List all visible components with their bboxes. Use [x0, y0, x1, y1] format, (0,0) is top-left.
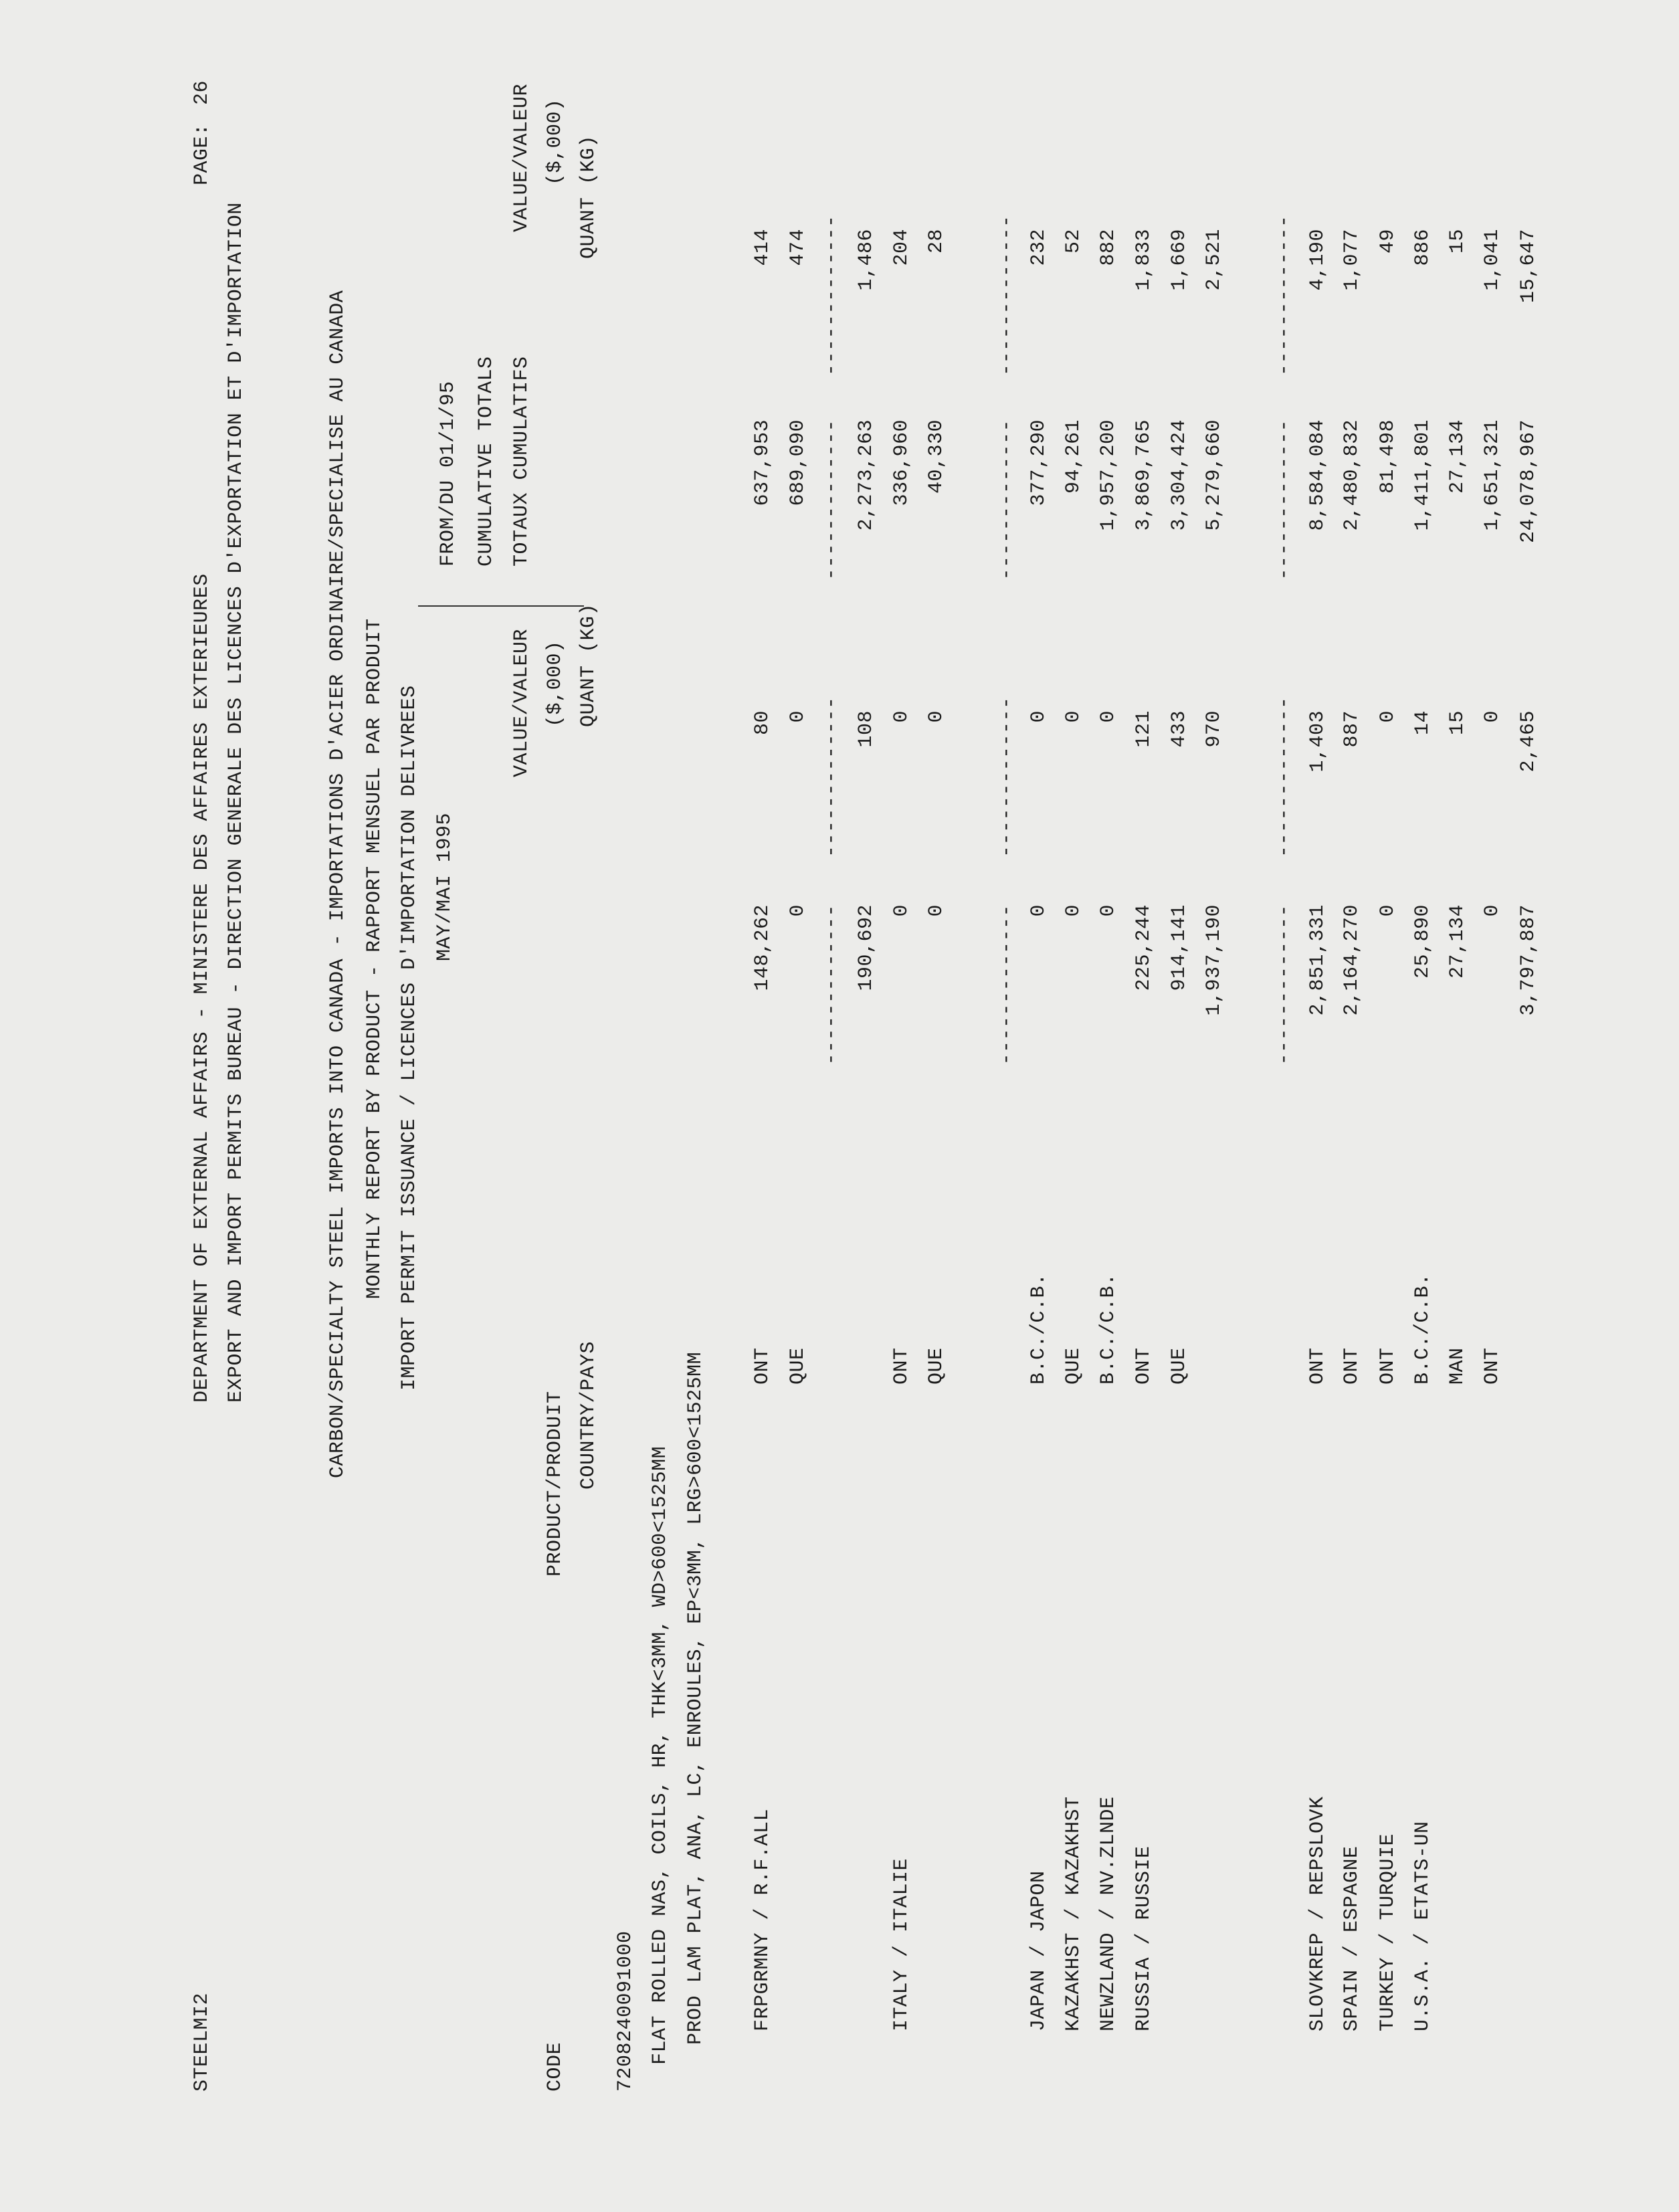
- cumulative-value: 15: [1446, 229, 1469, 254]
- monthly-quantity: 0: [1027, 904, 1050, 917]
- monthly-value: 0: [925, 710, 948, 723]
- cumulative-value: 414: [751, 229, 774, 266]
- cumulative-value: 886: [1411, 229, 1434, 266]
- province: QUE: [1168, 1347, 1191, 1385]
- country-name: NEWZLAND / NV.ZLNDE: [1097, 1796, 1120, 2031]
- quant-header: QUANT (KG): [577, 603, 600, 727]
- monthly-quantity: 3,797,887: [1517, 904, 1540, 1016]
- value-header: VALUE/VALEUR: [510, 628, 533, 777]
- monthly-value: 887: [1341, 710, 1363, 748]
- monthly-value: 1,403: [1306, 710, 1329, 773]
- cumulative-quantity: 3,869,765: [1132, 419, 1155, 531]
- monthly-quantity: 914,141: [1168, 904, 1191, 991]
- monthly-quantity: 0: [890, 904, 913, 917]
- province: B.C./C.B.: [1411, 1273, 1434, 1385]
- cumulative-value: 204: [890, 229, 913, 266]
- monthly-quantity: 1,937,190: [1203, 904, 1225, 1016]
- monthly-value: 2,465: [1517, 710, 1540, 773]
- country-name: RUSSIA / RUSSIE: [1132, 1845, 1155, 2031]
- product-desc-fr: PROD LAM PLAT, ANA, LC, ENROULES, EP<3MM, LRG>600<1525MM: [684, 1351, 707, 2045]
- cumulative-value: 4,190: [1306, 229, 1329, 291]
- cumulative-value: 2,521: [1203, 229, 1225, 291]
- from-date: FROM/DU 01/1/95: [437, 381, 460, 567]
- country-name: ITALY / ITALIE: [890, 1857, 913, 2031]
- code-header: CODE: [544, 2041, 567, 2092]
- cumulative-quantity: 2,273,263: [855, 419, 878, 531]
- monthly-value: 108: [855, 710, 878, 748]
- report-subtitle: MONTHLY REPORT BY PRODUCT - RAPPORT MENSUEL PAR PRODUIT: [363, 618, 386, 1299]
- subtotal-divider: -------------: [820, 215, 843, 376]
- cumulative-quantity: 377,290: [1027, 419, 1050, 506]
- subtotal-divider: -------------: [820, 696, 843, 858]
- product-header: PRODUCT/PRODUIT: [544, 1391, 567, 1577]
- cumulative-quantity: 689,090: [787, 419, 809, 506]
- monthly-value: 0: [890, 710, 913, 723]
- monthly-quantity: 2,851,331: [1306, 904, 1329, 1016]
- monthly-quantity: 0: [1377, 904, 1399, 917]
- province: ONT: [1341, 1347, 1363, 1385]
- province: ONT: [1377, 1347, 1399, 1385]
- monthly-value: 0: [1062, 710, 1085, 723]
- monthly-value: 433: [1168, 710, 1191, 748]
- province: ONT: [1481, 1347, 1504, 1385]
- subtotal-divider: -------------: [995, 419, 1018, 581]
- cumulative-quantity: 40,330: [925, 419, 948, 494]
- country-name: SLOVKREP / REPSLOVK: [1306, 1796, 1329, 2031]
- monthly-quantity: 0: [1062, 904, 1085, 917]
- department-line: DEPARTMENT OF EXTERNAL AFFAIRS - MINISTERE DES AFFAIRES EXTERIEURES: [191, 573, 213, 1403]
- cumulative-quantity: 8,584,084: [1306, 419, 1329, 531]
- cumulative-value: 882: [1097, 229, 1120, 266]
- country-name: KAZAKHST / KAZAKHST: [1062, 1796, 1085, 2031]
- monthly-value: 121: [1132, 710, 1155, 748]
- report-period: MAY/MAI 1995: [433, 812, 456, 961]
- country-name: SPAIN / ESPAGNE: [1341, 1845, 1363, 2031]
- cumulative-totals-fr: TOTAUX CUMULATIFS: [510, 356, 533, 567]
- subtotal-divider: -------------: [820, 904, 843, 1066]
- value-unit-header: ($,000): [544, 640, 567, 727]
- column-divider: [418, 605, 584, 607]
- page-label: PAGE:: [191, 123, 213, 185]
- cumulative-quantity: 5,279,660: [1203, 419, 1225, 531]
- cumulative-value: 1,486: [855, 229, 878, 291]
- page-number: 26: [191, 80, 213, 105]
- province: QUE: [787, 1347, 809, 1385]
- report-id: STEELMI2: [191, 1992, 213, 2092]
- subtotal-divider: -------------: [995, 215, 1018, 376]
- monthly-value: 0: [1027, 710, 1050, 723]
- cumulative-quantity: 27,134: [1446, 419, 1469, 494]
- province: B.C./C.B.: [1097, 1273, 1120, 1385]
- province: QUE: [925, 1347, 948, 1385]
- cumulative-value: 1,669: [1168, 229, 1191, 291]
- subtotal-divider: -------------: [820, 419, 843, 581]
- monthly-value: 15: [1446, 710, 1469, 736]
- monthly-quantity: 190,692: [855, 904, 878, 991]
- province: QUE: [1062, 1347, 1085, 1385]
- country-name: TURKEY / TURQUIE: [1377, 1833, 1399, 2031]
- subtotal-divider: -------------: [1273, 904, 1296, 1066]
- country-name: JAPAN / JAPON: [1027, 1870, 1050, 2031]
- monthly-quantity: 225,244: [1132, 904, 1155, 991]
- report-title: CARBON/SPECIALTY STEEL IMPORTS INTO CANADA - IMPORTATIONS D'ACIER ORDINAIRE/SPECIALISE AU CANADA: [326, 290, 349, 1478]
- cumulative-quantity: 1,957,200: [1097, 419, 1120, 531]
- product-code: 7208240091000: [614, 1930, 637, 2092]
- cumulative-quantity: 637,953: [751, 419, 774, 506]
- cumulative-quantity: 3,304,424: [1168, 419, 1191, 531]
- subtotal-divider: -------------: [1273, 215, 1296, 376]
- subtotal-divider: -------------: [995, 904, 1018, 1066]
- country-header: COUNTRY/PAYS: [577, 1340, 600, 1490]
- cumulative-value: 474: [787, 229, 809, 266]
- cum-value-header: VALUE/VALEUR: [510, 83, 533, 232]
- cumulative-quantity: 94,261: [1062, 419, 1085, 494]
- cumulative-quantity: 1,651,321: [1481, 419, 1504, 531]
- subtotal-divider: -------------: [1273, 696, 1296, 858]
- monthly-quantity: 27,134: [1446, 904, 1469, 979]
- cumulative-quantity: 81,498: [1377, 419, 1399, 494]
- country-name: U.S.A. / ETATS-UN: [1411, 1821, 1434, 2031]
- province: ONT: [890, 1347, 913, 1385]
- monthly-value: 0: [1481, 710, 1504, 723]
- cumulative-quantity: 1,411,801: [1411, 419, 1434, 531]
- cumulative-quantity: 24,078,967: [1517, 419, 1540, 544]
- cumulative-value: 15,647: [1517, 229, 1540, 304]
- province: B.C./C.B.: [1027, 1273, 1050, 1385]
- cum-quant-header: QUANT (KG): [577, 134, 600, 259]
- monthly-value: 0: [1097, 710, 1120, 723]
- cumulative-quantity: 336,960: [890, 419, 913, 506]
- cumulative-value: 1,833: [1132, 229, 1155, 291]
- monthly-value: 14: [1411, 710, 1434, 736]
- country-name: FRPGRMNY / R.F.ALL: [751, 1808, 774, 2031]
- province: ONT: [1306, 1347, 1329, 1385]
- cumulative-value: 49: [1377, 229, 1399, 254]
- monthly-value: 0: [787, 710, 809, 723]
- monthly-quantity: 0: [787, 904, 809, 917]
- monthly-value: 0: [1377, 710, 1399, 723]
- cumulative-totals-en: CUMULATIVE TOTALS: [475, 356, 498, 567]
- monthly-quantity: 25,890: [1411, 904, 1434, 979]
- monthly-quantity: 0: [1097, 904, 1120, 917]
- monthly-quantity: 148,262: [751, 904, 774, 991]
- subtotal-divider: -------------: [995, 696, 1018, 858]
- subtotal-divider: -------------: [1273, 419, 1296, 581]
- monthly-quantity: 2,164,270: [1341, 904, 1363, 1016]
- monthly-quantity: 0: [1481, 904, 1504, 917]
- product-desc-en: FLAT ROLLED NAS, COILS, HR, THK<3MM, WD>600<1525MM: [649, 1445, 672, 2065]
- bureau-line: EXPORT AND IMPORT PERMITS BUREAU - DIRECTION GENERALE DES LICENCES D'EXPORTATION ET D'IMPORTATION: [225, 202, 248, 1403]
- monthly-value: 970: [1203, 710, 1225, 748]
- report-subtitle-2: IMPORT PERMIT ISSUANCE / LICENCES D'IMPORTATION DELIVREES: [398, 685, 421, 1391]
- cum-value-unit-header: ($,000): [544, 98, 567, 185]
- cumulative-value: 232: [1027, 229, 1050, 266]
- cumulative-value: 52: [1062, 229, 1085, 254]
- monthly-value: 80: [751, 710, 774, 736]
- cumulative-value: 28: [925, 229, 948, 254]
- cumulative-value: 1,041: [1481, 229, 1504, 291]
- cumulative-value: 1,077: [1341, 229, 1363, 291]
- monthly-quantity: 0: [925, 904, 948, 917]
- province: ONT: [1132, 1347, 1155, 1385]
- cumulative-quantity: 2,480,832: [1341, 419, 1363, 531]
- province: ONT: [751, 1347, 774, 1385]
- province: MAN: [1446, 1347, 1469, 1385]
